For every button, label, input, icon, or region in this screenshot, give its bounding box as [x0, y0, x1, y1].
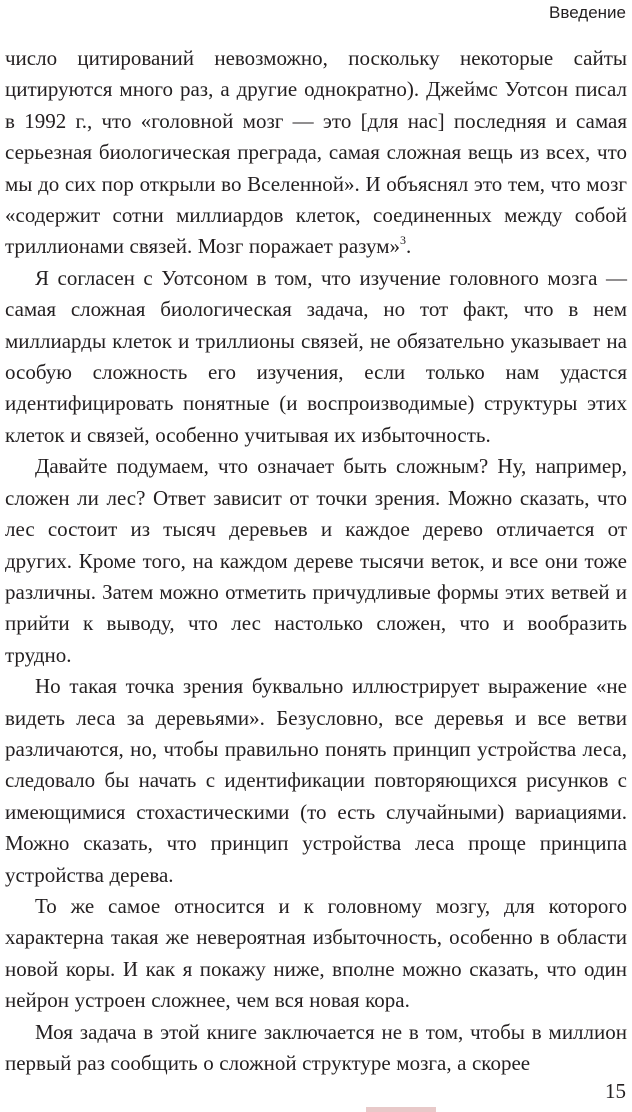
running-header-title: Введение	[549, 3, 626, 22]
paragraph-2: Я согласен с Уотсоном в том, что изучение головного мозга — самая сложная биологическая задача, но тот факт, что в нем миллиарды клеток и триллионы связей, не обязательно указывает на особую сложность его изучения, если только нам удастся идентифицировать понятные (и воспроизводимые) структуры этих клеток и связей, особенно учитывая их избыточность.	[5, 265, 627, 447]
body-text	[5, 43, 627, 1079]
page-number: 15	[605, 1079, 626, 1103]
paragraph-4: Но такая точка зрения буквально иллюстрирует выражение «не видеть леса за деревьями». Безусловно, все деревья и все ветви различаются, но, чтобы правильно понять принцип устройства леса, следовало бы начать с идентификации повторяющихся рисунков с имеющимися стохастическими (то есть случайными) вариациями. Можно сказать, что принцип устройства леса проще принципа устройства дерева.	[5, 674, 627, 887]
paragraph-1-end: .	[406, 234, 412, 259]
paragraph-1-text: число цитирований невозможно, поскольку некоторые сайты цитируются много раз, а другие однократно). Джеймс Уотсон писал в 1992 г., что «головной мозг — это [для нас] последняя и самая серьезная биологическая преграда, самая сложная вещь из всех, что мы до сих пор открыли во Вселенной». И объяснял это тем, что мозг «содержит сотни миллиардов клеток, соединенных между собой триллионами связей. Мозг поражает разум»	[5, 46, 627, 259]
paragraph-1	[5, 43, 627, 263]
paragraph-6: Моя задача в этой книге заключается не в том, чтобы в миллион первый раз сообщить о сложной структуре мозга, а скорее	[5, 1019, 627, 1075]
paragraph-5: То же самое относится и к головному мозгу, для которого характерна такая же невероятная избыточность, особенно в области новой коры. И как я покажу ниже, вполне можно сказать, что один нейрон устроен сложнее, чем вся новая кора.	[5, 893, 627, 1013]
paragraph-3: Давайте подумаем, что означает быть сложным? Ну, например, сложен ли лес? Ответ зависит от точки зрения. Можно сказать, что лес состоит из тысяч деревьев и каждое дерево отличается от других. Кроме того, на каждом дереве тысячи веток, и все они тоже различны. Затем можно отметить причудливые формы этих ветвей и прийти к выводу, что лес настолько сложен, что и вообразить трудно.	[5, 454, 627, 667]
footnote-reference[interactable]: 3	[400, 233, 407, 248]
bottom-edge-mark	[366, 1107, 436, 1112]
